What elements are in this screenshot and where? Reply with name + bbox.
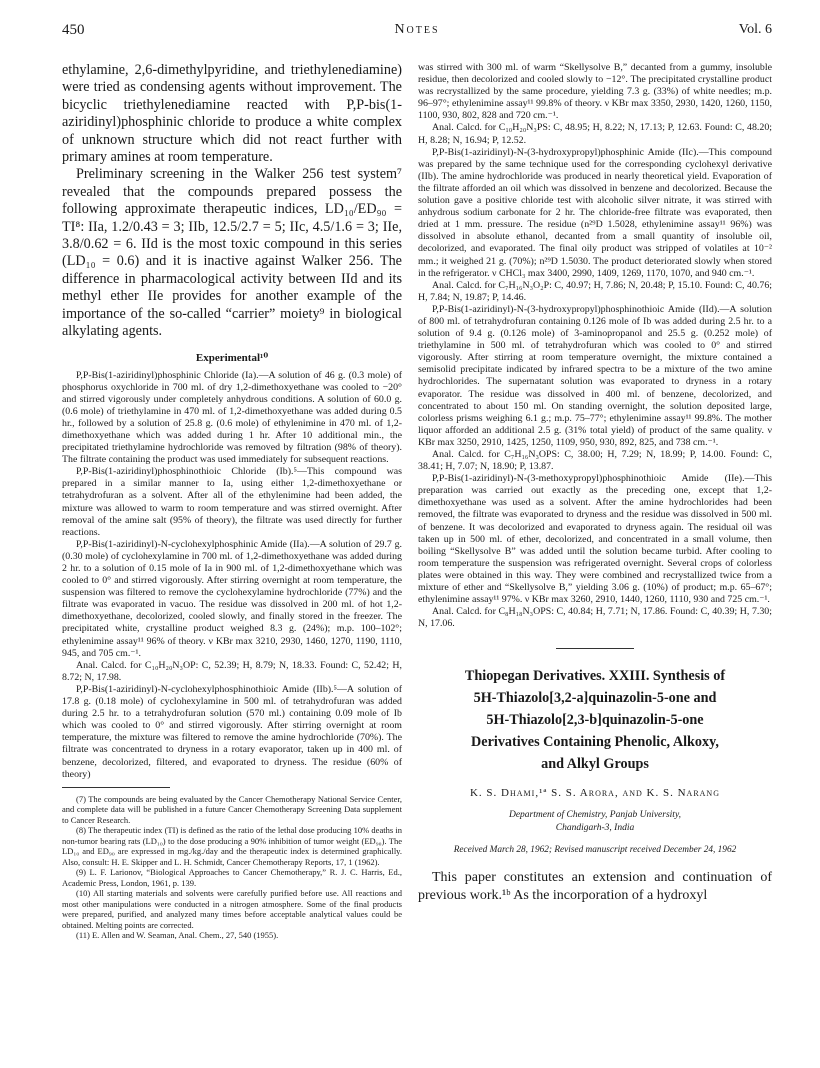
left-column xyxy=(62,62,402,941)
experimental-paragraph: P,P-Bis(1-aziridinyl)-N-(3-methoxypropyl)phosphinothioic Amide (IIe).—This preparation was carried out exactly as the preceding one, except that 1,2-dimethoxyethane was used as a solvent. After the amine hydrochlorides had been removed, the filtrate was evaporated to dryness and the residue was dissolved in 500 ml. of benzene. It was decolorized and evaporated to dryness again. The residual oil was taken up in 500 ml. of ether, decolorized, and concentrated in a small volume, then boiling “Skellysolve B” was added until the solution became turbid. After cooling to room temperature the suspension was refrigerated overnight. Several crops of colorless plates were obtained in this way. They were combined and recrystallized twice from a mixture of ether and “Skellysolve B,” yielding 3.06 g. (10%) of product; m.p. 65–67°; ethylenimine assay¹¹ 97%. ν KBr max 3260, 2910, 1440, 1260, 1110, 930 and 725 cm.⁻¹. xyxy=(418,473,772,606)
experimental-paragraph: P,P-Bis(1-aziridinyl)-N-(3-hydroxypropyl)phosphinic Amide (IIc).—This compound was prepared by the same technique used for the corresponding cyclohexyl derivative (IIb). The amine hydrochloride was produced in nearly theoretical yield. Evaporation of the filtrate afforded an oil which was dissolved in benzene and decolorized. Because the solution gave a positive chloride test with alcoholic silver nitrate, it was stirred with anhydrous sodium carbonate for 2 hr. The chloride-free filtrate was evaporated, then dried at 1 mm. pressure. The residue (n²⁹D 1.5028, ethylenimine assay¹¹ 96%) was dissolved in absolute ethanol, decanted from a small quantity of insoluble oil, decolorized, and evaporated. The final oily product was stripped of volatiles at 10⁻² mm.; it weighed 21 g. (70%); n²⁹D 1.5030. The product deteriorated slowly when stored in the refrigerator. ν CHCl₃ max 3400, 2990, 1409, 1269, 1170, 1070, and 940 cm.⁻¹. xyxy=(418,146,772,279)
title-line: 5H-Thiazolo[3,2-a]quinazolin-5-one and xyxy=(473,690,717,707)
article-authors: K. S. Dhami,¹ª S. S. Arora, and K. S. Narang xyxy=(469,787,720,800)
page-header xyxy=(62,22,772,44)
intro-paragraph: Preliminary screening in the Walker 256 test system⁷ revealed that the compounds prepared possess the following approximate therapeutic indices, LD₁₀/ED₉₀ = TI⁸: IIa, 1.2/0.43 = 3; IIb, 12.5/2.7 = 5; IIc, 4.5/1.6 = 3; IIe, 3.8/0.62 = 6. IId is the most toxic compound in this series (LD₁₀ = 0.6) and it is inactive against Walker 256. The difference in pharmacological activity between IId and its methyl ether IIe provides for another example of the importance of the so-called “carrier” moiety⁹ in biological alkylating agents. xyxy=(62,166,402,340)
volume-label: Vol. 6 xyxy=(738,22,772,37)
footnote: (11) E. Allen and W. Seaman, Anal. Chem., 27, 540 (1955). xyxy=(76,930,279,941)
analysis-paragraph: Anal. Calcd. for C₁₀H₂₀N₃OP: C, 52.39; H, 8.79; N, 18.33. Found: C, 52.42; H, 8.72; N, 17.98. xyxy=(62,659,402,683)
received-date: Received March 28, 1962; Revised manuscript received December 24, 1962 xyxy=(453,845,737,856)
title-line: Derivatives Containing Phenolic, Alkoxy, xyxy=(471,734,719,751)
affiliation-line: Department of Chemistry, Panjab University, xyxy=(508,810,682,821)
article-title xyxy=(418,665,772,775)
experimental-paragraph: P,P-Bis(1-aziridinyl)phosphinic Chloride (Ia).—A solution of 46 g. (0.3 mole) of phosphorus oxychloride in 700 ml. of dry 1,2-dimethoxyethane was cooled to −20° and stirred vigorously under completely anhydrous conditions. A solution of 60.0 g. (0.6 mole) of triethylamine in 470 ml. of 1,2-dimethoxyethane was added during 0.5 hr., followed by a solution of 25.8 g. (0.6 mole) of ethylenimine in 470 ml. of 1,2-dimethoxyethane which was added during 1 hr. After 10 additional min., the precipitated triethylamine hydrochloride was removed by filtration (98% of theory). The filtrate containing the product was used immediately for subsequent reactions. xyxy=(62,369,402,466)
footnote-rule xyxy=(62,787,170,788)
experimental-paragraph: P,P-Bis(1-aziridinyl)-N-(3-hydroxypropyl)phosphinothioic Amide (IId).—A solution of 800 ml. of tetrahydrofuran containing 0.126 mole of Ib was added during 2.5 hr. to a solution of 9.4 g. (0.126 mole) of 3-aminopropanol and 25.5 g. (0.252 mole) of triethylamine in 500 ml. of tetrahydrofuran which was cooled to 0° and stirred vigorously. After stirring at room temperature overnight, the mixture contained a semisolid precipitate indicated by infrared spectra to be a mixture of the two amine hydrochlorides. The supernatant solution was evaporated to dryness in a rotary evaporator. The residue was dissolved in 400 ml. of benzene, decolorized, and concentrated to about 150 ml. On standing overnight, the solution deposited large, colorless prisms weighing 6.1 g.; m.p. 75–77°; ethylenimine assay¹¹ 99.8%. The mother liquor afforded an additional 2.5 g. (31% total yield) of product of the same quality. ν KBr max 3250, 2910, 1425, 1250, 1109, 950, 930, 892, 825, and 738 cm.⁻¹. xyxy=(418,303,772,448)
analysis-paragraph: Anal. Calcd. for C₈H₁₈N₃OPS: C, 40.84; H, 7.71; N, 17.86. Found: C, 40.39; H, 7.30; N, 17.06. xyxy=(418,606,772,630)
article-divider xyxy=(556,648,634,649)
title-line: Thiopegan Derivatives. XXIII. Synthesis of xyxy=(464,668,726,685)
title-line: and Alkyl Groups xyxy=(541,756,649,773)
experimental-paragraph: P,P-Bis(1-aziridinyl)phosphinothioic Chloride (Ib).⁵—This compound was prepared in a similar manner to Ia, using either 1,2-dimethoxyethane or tetrahydrofuran as a solvent. After all of the ethylenimine had been added, the mixture was allowed to warm to room temperature and was stirred overnight. After removal of the amine salt (95% of theory), the filtrate was used directly for further reactions. xyxy=(62,466,402,538)
section-heading: Experimental¹⁰ xyxy=(195,351,269,364)
footnote: (7) The compounds are being evaluated by the Cancer Chemotherapy National Service Center, and complete data will be published in a future Cancer Chemotherapy Screening Data supplement to Cancer Research. xyxy=(62,793,402,825)
footnote: (10) All starting materials and solvents were carefully purified before use. All reactions and most other manipulations were conducted in a nitrogen atmosphere. Some of the final products were prepared, purified, and analyzed many times before acceptable analytical values could be obtained. Melting points are corrected. xyxy=(62,888,402,930)
article-affiliation xyxy=(418,809,772,835)
experimental-paragraph: P,P-Bis(1-aziridinyl)-N-cyclohexylphosphinic Amide (IIa).—A solution of 29.7 g. (0.30 mole) of cyclohexylamine in 700 ml. of 1,2-dimethoxyethane was added during 2 hr. to a solution of 0.15 mole of Ia in 900 ml. of 1,2-dimethoxyethane which was cooled to 0° and stirred vigorously. After stirring overnight at room temperature, the suspension was filtered to remove the cyclohexylamine hydrochloride (77%) and the filtrate was evaporated in vacuo. The residue was dissolved in 200 ml. of hot 1,2-dimethoxyethane, decolorized, cooled slowly, and finally stored in the freezer. The precipitated white, crystalline product weighed 8.3 g. (24%); m.p. 100–102°; ethylenimine assay¹¹ 96% of theory. ν KBr max 3210, 2930, 1460, 1270, 1190, 1110, 945, and 705 cm.⁻¹. xyxy=(62,538,402,659)
analysis-paragraph: Anal. Calcd. for C₇H₁₆N₃OPS: C, 38.00; H, 7.29; N, 18.99; P, 14.00. Found: C, 38.41; H, 7.07; N, 18.90; P, 13.87. xyxy=(418,449,772,473)
page-number: 450 xyxy=(62,22,85,38)
footnote: (9) L. F. Larionov, “Biological Approaches to Cancer Chemotherapy,” R. J. C. Harris, Ed., Academic Press, London, 1961, p. 139. xyxy=(62,867,402,888)
running-head: Notes xyxy=(394,22,440,37)
experimental-paragraph: P,P-Bis(1-aziridinyl)-N-cyclohexylphosphinothioic Amide (IIb).⁵—A solution of 17.8 g. (0.18 mole) of cyclohexylamine in 500 ml. of tetrahydrofuran was added during 2.5 hr. to a tetrahydrofuran solution (570 ml.) containing 0.09 mole of Ib which was cooled to 0° and stirred vigorously. After stirring overnight at room temperature, the mixture was filtered to remove the amine hydrochloride (70%). The filtrate was concentrated to dryness in a rotary evaporator, taken up in 400 ml. of benzene, decolorized, filtered, and evaporated to dryness. The residue (60% of theory) xyxy=(62,683,402,780)
right-column xyxy=(418,62,772,904)
article-body: This paper constitutes an extension and continuation of previous work.¹ᵇ As the incorporation of a hydroxyl xyxy=(418,870,772,903)
title-line: 5H-Thiazolo[2,3-b]quinazolin-5-one xyxy=(486,712,704,729)
affiliation-line: Chandigarh-3, India xyxy=(555,823,635,834)
experimental-paragraph: was stirred with 300 ml. of warm “Skellysolve B,” decanted from a gummy, insoluble residue, then decolorized and cooled slowly to −12°. The precipitated crystalline product was recrystallized by the same procedure, yielding 7.3 g. (33%) of white needles; m.p. 96–97°; ethylenimine assay¹¹ 99.8% of theory. ν KBr max 3350, 2930, 1420, 1260, 1150, 1100, 930, 802, 828 and 720 cm.⁻¹. xyxy=(418,62,772,122)
intro-paragraph: ethylamine, 2,6-dimethylpyridine, and triethylenediamine) were tried as condensing agents without improvement. The bicyclic triethylenediamine reacted with P,P-bis(1-aziridinyl)phosphinic chloride to produce a white complex of unknown structure which did not react further with primary amines at room temperature. xyxy=(62,62,402,166)
footnote: (8) The therapeutic index (TI) is defined as the ratio of the lethal dose producing 10% deaths in non-tumor bearing rats (LD₁₀) to the dose producing a 90% inhibition of tumor weight (ED₉₀). The LD₁₀ and ED₉₀ are expressed in mg./kg./day and the therapeutic index is determined graphically. Also, consult: H. E. Skipper and L. H. Schmidt, Cancer Chemotherapy Reports, 17, 1 (1962). xyxy=(62,825,402,867)
analysis-paragraph: Anal. Calcd. for C₁₀H₂₀N₃PS: C, 48.95; H, 8.22; N, 17.13; P, 12.63. Found: C, 48.20; H, 8.28; N, 16.94; P, 12.52. xyxy=(418,122,772,146)
analysis-paragraph: Anal. Calcd. for C₇H₁₆N₃O₂P: C, 40.97; H, 7.86; N, 20.48; P, 15.10. Found: C, 40.76; H, 7.84; N, 19.87; P, 14.46. xyxy=(418,279,772,303)
